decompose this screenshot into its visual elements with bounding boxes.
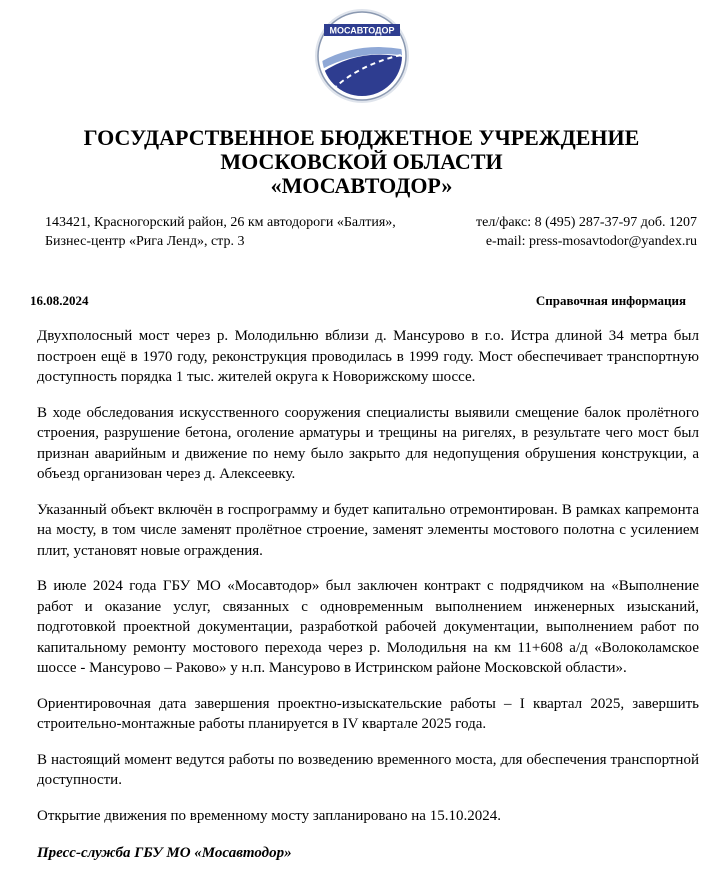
- logo-text: МОСАВТОДОР: [329, 25, 395, 36]
- paragraph-7: Открытие движения по временному мосту запланировано на 15.10.2024.: [37, 807, 501, 824]
- paragraph-3: Указанный объект включён в госпрограмму и будет капитально отремонтирован. В рамках капремонта на мосту, в том числе заменят пролётное строение, заменят элементы мостового полотна с усилением плит, установят новые ограждения.: [37, 501, 699, 559]
- organization-title: [0, 126, 723, 198]
- phone-fax: тел/факс: 8 (495) 287-37-97 доб. 1207: [476, 215, 697, 230]
- press-service-signature: Пресс-служба ГБУ МО «Мосавтодор»: [37, 845, 292, 861]
- contact-block: [476, 213, 697, 251]
- paragraph-2: В ходе обследования искусственного сооружения специалисты выявили смещение балок пролётного строения, разрушение бетона, оголение арматуры и трещины на ригелях, в результате чего мост был признан аварийным и движение по нему было закрыто для недопущения обрушения конструкции, а объезд организован через д. Алексеевку.: [37, 404, 699, 482]
- address-line-1: 143421, Красногорский район, 26 км автодороги «Балтия»,: [45, 215, 396, 230]
- document-body: [37, 326, 699, 841]
- email: e-mail: press-mosavtodor@yandex.ru: [485, 234, 697, 249]
- paragraph-1: Двухполосный мост через р. Молодильню вблизи д. Мансурово в г.о. Истра длиной 34 метра был построен ещё в 1970 году, реконструкция проводилась в 1999 году. Мост обеспечивает транспортную доступность порядка 1 тыс. жителей округа к Новорижскому шоссе.: [37, 328, 699, 385]
- title-line-2: МОСКОВСКОЙ ОБЛАСТИ: [220, 149, 503, 174]
- address-line-2: Бизнес-центр «Рига Ленд», стр. 3: [45, 234, 245, 249]
- paragraph-4: В июле 2024 года ГБУ МО «Мосавтодор» был заключен контракт с подрядчиком на «Выполнение работ и оказание услуг, связанных с одновременным выполнением инженерных изысканий, подготовкой проектной документации, разработкой рабочей документации, выполнением работ по капитальному ремонту мостового перехода через р. Молодильня на км 11+608 а/д «Волоколамское шоссе - Мансурово – Раково» у н.п. Мансурово в Истринском районе Московской области».: [37, 578, 699, 676]
- title-line-1: ГОСУДАРСТВЕННОЕ БЮДЖЕТНОЕ УЧРЕЖДЕНИЕ: [83, 125, 640, 150]
- address-block: [45, 213, 396, 251]
- document-date: 16.08.2024: [30, 293, 89, 308]
- title-line-3: «МОСАВТОДОР»: [270, 173, 453, 198]
- mosavtodor-logo: [297, 6, 427, 106]
- paragraph-5: Ориентировочная дата завершения проектно-изыскательские работы – I квартал 2025, завершить строительно-монтажные работы планируется в IV квартале 2025 года.: [37, 695, 699, 732]
- paragraph-6: В настоящий момент ведутся работы по возведению временного моста, для обеспечения транспортной доступности.: [37, 751, 699, 788]
- document-type: Справочная информация: [535, 293, 686, 308]
